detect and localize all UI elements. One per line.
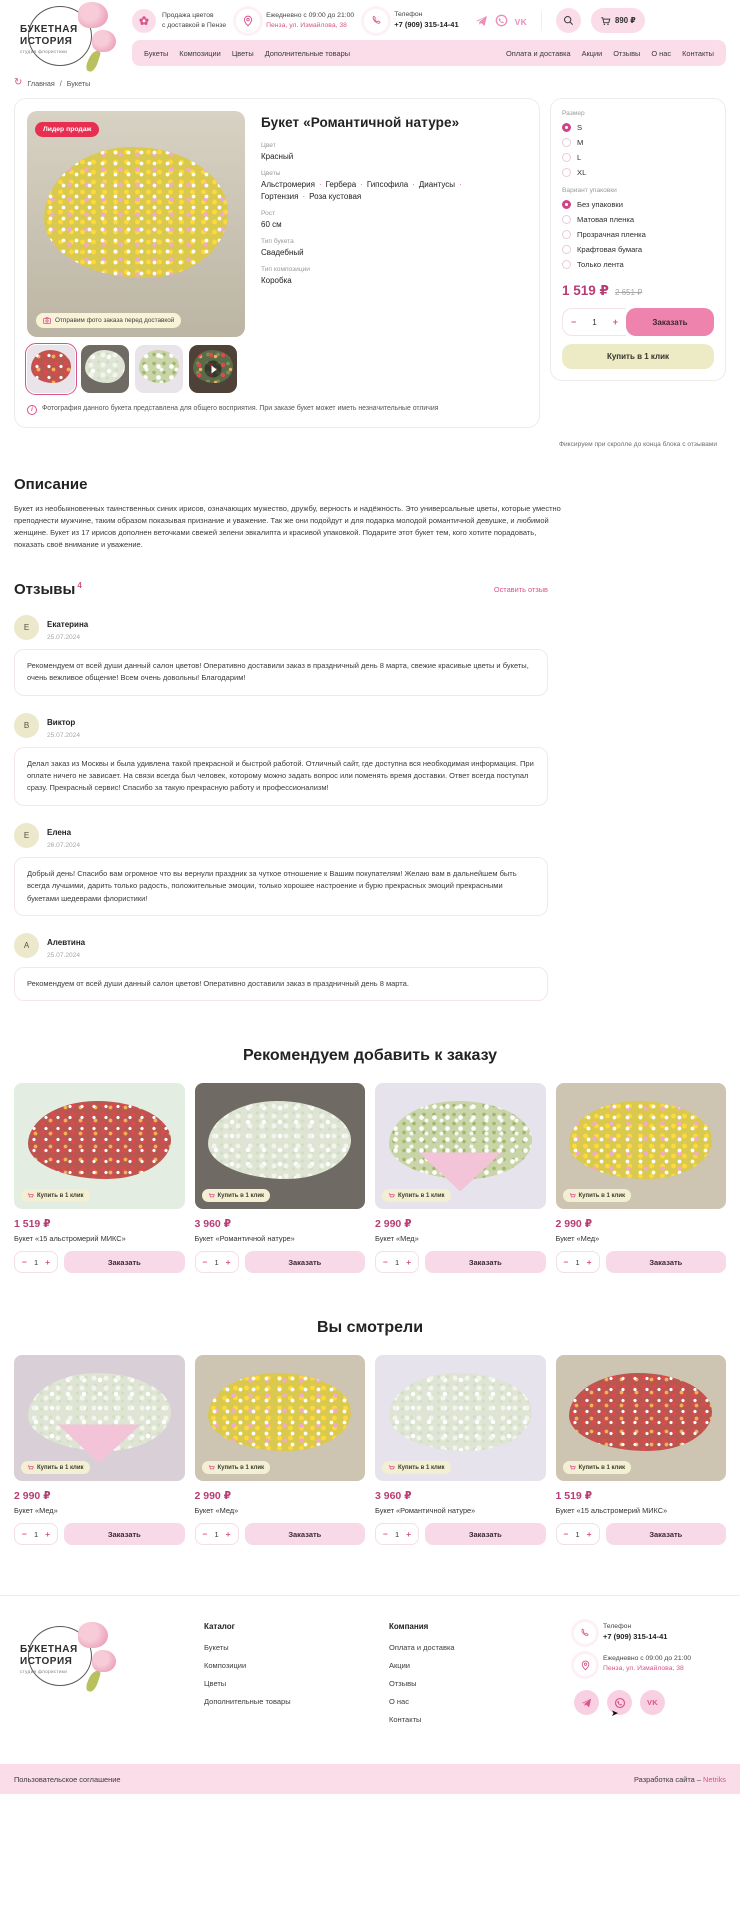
qty-value: 1: [394, 1257, 400, 1267]
product-card: [195, 1083, 366, 1273]
card-price: 2 990 ₽: [555, 1218, 592, 1231]
logo-flower-icon: [92, 1650, 116, 1672]
cart-total: 890 ₽: [615, 16, 636, 25]
cart-button[interactable]: [591, 8, 645, 33]
qty-plus-button[interactable]: +: [612, 317, 618, 327]
buy-one-click-badge[interactable]: Купить в 1 клик: [202, 1189, 271, 1202]
footer-phone-label: Телефон: [603, 1623, 632, 1631]
card-image[interactable]: [14, 1355, 185, 1481]
flower-item: Диантусы ·: [419, 180, 466, 189]
review-avatar: Е: [14, 823, 39, 848]
footer-schedule: Ежедневно с 09:00 до 21:00: [603, 1655, 692, 1663]
order-button[interactable]: Заказать: [245, 1523, 365, 1545]
footer-phone-link[interactable]: +7 (909) 315-14-41: [603, 1632, 668, 1642]
card-name[interactable]: Букет «15 альстромерий МИКС»: [555, 1506, 668, 1516]
bouquet-illustration: [44, 147, 227, 278]
breadcrumb-current: Букеты: [66, 78, 91, 88]
reviews-section: [14, 581, 548, 1001]
footer-link-reviews[interactable]: Отзывы: [389, 1679, 417, 1689]
play-icon: [205, 361, 222, 378]
qty-plus-button[interactable]: +: [45, 1257, 51, 1268]
quantity-stepper: [14, 1523, 58, 1545]
order-button[interactable]: Заказать: [64, 1523, 184, 1545]
qty-minus-button[interactable]: −: [571, 317, 577, 327]
footer-link-additional[interactable]: Дополнительные товары: [204, 1697, 291, 1707]
qty-minus-button[interactable]: −: [563, 1529, 569, 1540]
flower-item: Гипсофила ·: [367, 180, 419, 189]
card-price: 3 960 ₽: [194, 1218, 231, 1231]
card-price: 1 519 ₽: [555, 1490, 592, 1503]
card-image[interactable]: [375, 1083, 546, 1209]
product-card: [556, 1355, 727, 1545]
order-button[interactable]: Заказать: [606, 1251, 726, 1273]
footer-link-bouquets[interactable]: Букеты: [204, 1643, 229, 1653]
nav-item-additional[interactable]: Дополнительные товары: [264, 48, 351, 58]
header: [0, 0, 740, 66]
qty-plus-button[interactable]: +: [586, 1529, 592, 1540]
recommended-grid: [14, 1083, 726, 1273]
attribute-height: Рост 60 см: [261, 210, 282, 229]
radio-icon: [562, 138, 571, 147]
card-image[interactable]: [195, 1355, 366, 1481]
footer-link-promos[interactable]: Акции: [389, 1661, 410, 1671]
qty-plus-button[interactable]: +: [406, 1529, 412, 1540]
logo-text: БУКЕТНАЯ ИСТОРИЯ студия флористики: [20, 24, 78, 54]
packaging-option-ribbon[interactable]: Только лента: [562, 260, 714, 269]
qty-minus-button[interactable]: −: [22, 1529, 27, 1540]
product-card: [14, 98, 540, 428]
packaging-option-kraft[interactable]: Крафтовая бумага: [562, 245, 714, 254]
schedule-info: Ежедневно с 09:00 до 21:00 Пенза, ул. Измайлова, 38: [236, 9, 354, 33]
cart-icon: [27, 1464, 34, 1471]
review-item: [14, 822, 548, 916]
flower-icon: [132, 9, 156, 33]
review-author: Екатерина: [47, 619, 89, 629]
buy-one-click-badge[interactable]: Купить в 1 клик: [563, 1189, 632, 1202]
quantity-stepper: [195, 1251, 239, 1273]
main-product-image[interactable]: [27, 111, 245, 337]
footer-address-link[interactable]: Пенза, ул. Измайлова, 38: [603, 1665, 684, 1673]
footer-bottom-bar: [0, 1764, 740, 1794]
attribute-flowers: Цветы Альстромерия · Гербера · Гипсофила · Диантусы · Гортензия · Роза кустовая: [261, 170, 527, 201]
info-icon: i: [27, 405, 37, 415]
nav-item-reviews[interactable]: Отзывы: [613, 48, 641, 58]
card-image[interactable]: [556, 1083, 727, 1209]
user-agreement-link[interactable]: Пользовательское соглашение: [14, 1774, 121, 1784]
qty-minus-button[interactable]: −: [22, 1257, 27, 1268]
card-name[interactable]: Букет «Романтичной натуре»: [194, 1234, 295, 1244]
developer-credit: Разработка сайта – Netriks: [633, 1774, 726, 1784]
card-price: 2 990 ₽: [375, 1218, 412, 1231]
thumbnail-3[interactable]: [135, 345, 183, 393]
nav-item-promos[interactable]: Акции: [581, 48, 603, 58]
logo-leaf-icon: [85, 49, 101, 73]
radio-icon: [562, 245, 571, 254]
logo-flower-icon: [92, 30, 116, 52]
divider: [541, 11, 542, 31]
nav-item-bouquets[interactable]: Букеты: [144, 48, 169, 58]
review-avatar: А: [14, 933, 39, 958]
qty-value: 1: [33, 1257, 39, 1267]
footer-contacts: [574, 1622, 726, 1724]
service-info: Продажа цветов с доставкой в Пензе: [132, 9, 226, 33]
qty-minus-button[interactable]: −: [202, 1257, 208, 1268]
buy-one-click-badge[interactable]: Купить в 1 клик: [21, 1461, 90, 1474]
review-date: 25.07.2024: [47, 951, 81, 959]
telegram-icon[interactable]: [574, 1690, 599, 1715]
site-logo[interactable]: [14, 2, 126, 94]
nav-item-contacts[interactable]: Контакты: [682, 48, 714, 58]
qty-value: 1: [214, 1529, 219, 1539]
review-date: 26.07.2024: [47, 841, 81, 849]
footer-company-column: [389, 1622, 574, 1724]
back-arrow-icon[interactable]: ↺: [14, 77, 23, 88]
footer-catalog-column: [204, 1622, 389, 1724]
review-text: Рекомендуем от всей души данный салон цветов! Оперативно доставили заказ в праздничный день 8 марта, свежие красивые цветы и букеты, очень вежливое общение! Всем очень довольны! Благодарим!: [14, 649, 548, 696]
qty-value: 1: [575, 1529, 580, 1539]
size-option-xl[interactable]: XL: [562, 168, 714, 177]
purchase-panel: [550, 98, 726, 381]
product-card: [375, 1355, 546, 1545]
qty-minus-button[interactable]: −: [202, 1529, 208, 1540]
viewed-heading: Вы смотрели: [316, 1319, 424, 1337]
quantity-stepper: [375, 1523, 419, 1545]
video-thumbnail[interactable]: [189, 345, 237, 393]
quantity-stepper: [556, 1251, 600, 1273]
photo-before-delivery-note: Отправим фото заказа перед доставкой: [36, 313, 181, 328]
qty-minus-button[interactable]: −: [383, 1257, 388, 1268]
location-pin-icon: [574, 1654, 596, 1676]
buy-one-click-badge[interactable]: Купить в 1 клик: [382, 1189, 451, 1202]
footer-link-compositions[interactable]: Композиции: [204, 1661, 247, 1671]
card-name[interactable]: Букет «15 альстромерий МИКС»: [14, 1234, 126, 1244]
cart-icon: [388, 1464, 395, 1471]
flower-item: Гортензия ·: [261, 192, 309, 201]
attribute-color: Цвет Красный: [261, 142, 294, 161]
footer-link-payment-delivery[interactable]: Оплата и доставка: [389, 1643, 455, 1653]
search-button[interactable]: [556, 8, 581, 33]
radio-icon: [562, 230, 571, 239]
qty-value: 1: [33, 1529, 39, 1539]
footer-logo[interactable]: [14, 1622, 126, 1714]
card-name[interactable]: Букет «Мед»: [555, 1234, 600, 1244]
review-author: Елена: [47, 827, 72, 837]
review-author: Алевтина: [47, 937, 86, 947]
flower-item: Гербера ·: [326, 180, 367, 189]
packaging-option-matte[interactable]: Матовая пленка: [562, 215, 714, 224]
qty-plus-button[interactable]: +: [406, 1257, 412, 1268]
order-button[interactable]: Заказать: [626, 308, 714, 336]
cart-icon: [569, 1464, 576, 1471]
qty-plus-button[interactable]: +: [225, 1257, 231, 1268]
card-name[interactable]: Букет «Мед»: [194, 1506, 239, 1516]
phone-info: Телефон +7 (909) 315-14-41: [364, 9, 458, 33]
nav-item-compositions[interactable]: Композиции: [179, 48, 221, 58]
logo-flower-icon: [78, 2, 108, 28]
product-card: [556, 1083, 727, 1273]
address-link[interactable]: Пенза, ул. Измайлова, 38: [266, 21, 347, 29]
review-item: [14, 614, 548, 696]
one-click-buy-button[interactable]: Купить в 1 клик: [562, 344, 714, 369]
card-name[interactable]: Букет «Мед»: [375, 1234, 419, 1244]
review-date: 25.07.2024: [47, 633, 81, 641]
size-label: Размер: [562, 110, 585, 117]
footer-link-about[interactable]: О нас: [389, 1697, 409, 1707]
order-button[interactable]: Заказать: [425, 1523, 545, 1545]
breadcrumb-separator: /: [59, 78, 62, 88]
sticky-scroll-note: Фиксируем при скролле до конца блока с отзывами: [558, 441, 718, 448]
bestseller-badge: Лидер продаж: [35, 122, 99, 137]
cart-icon: [569, 1192, 576, 1199]
main-nav: [132, 40, 726, 66]
order-button[interactable]: Заказать: [64, 1251, 184, 1273]
flower-item: Роза кустовая: [309, 192, 362, 201]
quantity-stepper: [14, 1251, 58, 1273]
review-text: Рекомендуем от всей души данный салон цветов! Оперативно доставили заказ в праздничный день 8 марта.: [14, 967, 548, 1001]
qty-value: 1: [592, 317, 597, 327]
leave-review-link[interactable]: Оставить отзыв: [493, 584, 548, 594]
card-price: 1 519 ₽: [14, 1218, 51, 1231]
product-card: [195, 1355, 366, 1545]
footer-catalog-heading: Каталог: [204, 1622, 235, 1632]
card-image[interactable]: [14, 1083, 185, 1209]
radio-icon: [562, 153, 571, 162]
packaging-label: Вариант упаковки: [562, 187, 617, 194]
vk-icon[interactable]: VK: [514, 16, 528, 27]
flower-item: Альстромерия ·: [261, 180, 326, 189]
logo-leaf-icon: [85, 1669, 101, 1693]
size-option-s[interactable]: S: [562, 123, 714, 132]
product-gallery: [27, 111, 245, 393]
reviews-count: 4: [77, 580, 82, 590]
buy-one-click-badge[interactable]: Купить в 1 клик: [202, 1461, 271, 1474]
cart-icon: [388, 1192, 395, 1199]
mouse-cursor: ➤: [611, 1708, 619, 1719]
quantity-stepper: [562, 308, 626, 336]
card-image[interactable]: [195, 1083, 366, 1209]
buy-one-click-badge[interactable]: Купить в 1 клик: [21, 1189, 90, 1202]
cart-icon: [208, 1192, 215, 1199]
footer-link-contacts[interactable]: Контакты: [389, 1715, 422, 1725]
review-author: Виктор: [47, 717, 76, 727]
nav-item-payment-delivery[interactable]: Оплата и доставка: [506, 48, 571, 58]
card-price: 3 960 ₽: [375, 1490, 412, 1503]
buy-one-click-badge[interactable]: Купить в 1 клик: [563, 1461, 632, 1474]
reviews-heading: Отзывы $^4$: [14, 580, 82, 598]
product-old-price: 2 651 ₽: [614, 288, 643, 297]
nav-item-flowers[interactable]: Цветы: [231, 48, 254, 58]
viewed-grid: [14, 1355, 726, 1545]
review-text: Добрый день! Спасибо вам огромное что вы вернули праздник за чуткое отношение к Вашим покупателям! Желаю вам в дальнейшем быть всегда лучшими, дарить только радость, положительные эмоции, только хорошее настроение и бурю прекрасных эмоций прекрасными букетами шедеврами флористики!: [14, 857, 548, 916]
logo-text: БУКЕТНАЯ ИСТОРИЯ студия флористики: [20, 1644, 78, 1675]
qty-value: 1: [394, 1529, 400, 1539]
cart-icon: [600, 15, 611, 26]
product-disclaimer: i Фотография данного букета представлена для общего восприятия. При заказе букет может иметь незначительные отличия: [27, 405, 527, 415]
card-name[interactable]: Букет «Мед»: [14, 1506, 58, 1516]
card-price: 2 990 ₽: [194, 1490, 231, 1503]
qty-plus-button[interactable]: +: [225, 1529, 231, 1540]
cart-icon: [208, 1464, 215, 1471]
footer-link-flowers[interactable]: Цветы: [204, 1679, 227, 1689]
quantity-stepper: [375, 1251, 419, 1273]
review-item: [14, 712, 548, 806]
size-option-l[interactable]: L: [562, 153, 714, 162]
product-card: [375, 1083, 546, 1273]
buy-one-click-badge[interactable]: Купить в 1 клик: [382, 1461, 451, 1474]
order-button[interactable]: Заказать: [606, 1523, 726, 1545]
description-heading: Описание: [14, 475, 88, 493]
breadcrumb-home[interactable]: Главная: [27, 78, 55, 88]
logo-flower-icon: [78, 1622, 108, 1648]
radio-icon: [562, 200, 571, 209]
footer-company-heading: Компания: [389, 1622, 429, 1632]
order-button[interactable]: Заказать: [425, 1251, 545, 1273]
camera-icon: [43, 317, 51, 324]
phone-icon: [574, 1622, 596, 1644]
card-price: 2 990 ₽: [14, 1490, 51, 1503]
packaging-option-none[interactable]: Без упаковки: [562, 200, 714, 209]
description-text: Букет из необыкновенных таинственных синих ирисов, означающих мужество, дружбу, верность и надёжность. Это универсальные цветы, которые уместно преподнести мужчине, таким образом показывая признание и уважение. Так же они подойдут и для подарка молодой романтичной девушке, и любимой женщине. Букет из 17 ирисов дополнен веточками свежей зелени эвкалипта и красивой упаковкой. Подарите этот букет тем, кого хотите порадовать, показать своё внимание и уважение.: [14, 503, 561, 549]
thumbnail-2[interactable]: [81, 345, 129, 393]
size-option-m[interactable]: М: [562, 138, 714, 147]
radio-icon: [562, 168, 571, 177]
phone-link[interactable]: +7 (909) 315-14-41: [394, 19, 459, 29]
order-button[interactable]: Заказать: [245, 1251, 365, 1273]
packaging-option-transparent[interactable]: Прозрачная пленка: [562, 230, 714, 239]
whatsapp-icon[interactable]: [495, 14, 508, 27]
qty-plus-button[interactable]: +: [586, 1257, 592, 1268]
qty-value: 1: [214, 1257, 219, 1267]
phone-icon: [364, 9, 388, 33]
vk-icon[interactable]: VK: [640, 1690, 665, 1715]
qty-minus-button[interactable]: −: [563, 1257, 569, 1268]
qty-minus-button[interactable]: −: [383, 1529, 388, 1540]
review-item: [14, 932, 548, 1001]
card-name[interactable]: Букет «Романтичной натуре»: [375, 1506, 476, 1516]
review-avatar: В: [14, 713, 39, 738]
cart-icon: [27, 1192, 34, 1199]
footer: [0, 1595, 740, 1754]
card-image[interactable]: [556, 1355, 727, 1481]
radio-icon: [562, 123, 571, 132]
qty-plus-button[interactable]: +: [45, 1529, 51, 1540]
radio-icon: [562, 215, 571, 224]
product-card: [14, 1355, 185, 1545]
developer-link[interactable]: Netriks: [703, 1774, 726, 1784]
product-price: 1 519 ₽: [562, 283, 609, 298]
attribute-composition-type: Тип композиции Коробка: [261, 266, 310, 285]
quantity-stepper: [556, 1523, 600, 1545]
product-card: [14, 1083, 185, 1273]
qty-value: 1: [575, 1257, 580, 1267]
review-date: 25.07.2024: [47, 731, 81, 739]
attribute-bouquet-type: Тип букета Свадебный: [261, 238, 304, 257]
radio-icon: [562, 260, 571, 269]
telegram-icon[interactable]: [475, 15, 488, 27]
product-title: Букет «Романтичной натуре»: [261, 115, 460, 130]
quantity-stepper: [195, 1523, 239, 1545]
recommended-heading: Рекомендуем добавить к заказу: [242, 1047, 498, 1065]
card-image[interactable]: [375, 1355, 546, 1481]
review-text: Делал заказ из Москвы и была удивлена такой прекрасной и быстрой работой. Отличный сайт, где доступна вся необходимая информация. При оплате ничего не зависает. На связи всегда был человек, которому можно задать вопрос или поменять время доставки. Ответ всегда поступал сразу. Прекрасный сервис! Спасибо за такую прекрасную работу и профессионализм!: [14, 747, 548, 806]
review-avatar: Е: [14, 615, 39, 640]
thumbnail-1[interactable]: [27, 345, 75, 393]
nav-item-about[interactable]: О нас: [651, 48, 672, 58]
location-pin-icon: [236, 9, 260, 33]
